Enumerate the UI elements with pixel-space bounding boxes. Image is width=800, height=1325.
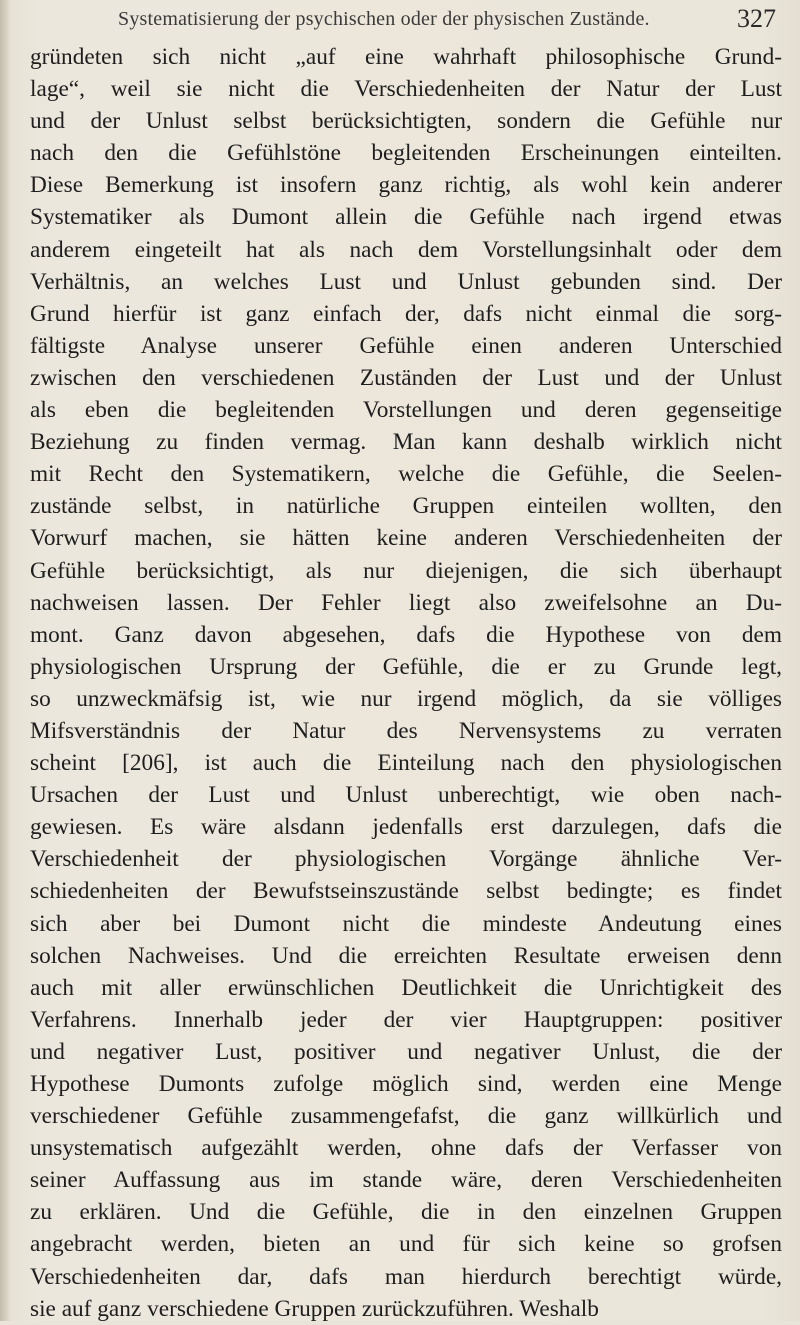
text-line: Mifsverständnis der Natur des Nervensystems zu verraten (30, 717, 782, 744)
text-line: zwischen den verschiedenen Zuständen der Lust und der Unlust (30, 364, 782, 391)
text-line: sie auf ganz verschiedene Gruppen zurückzuführen. Weshalb (30, 1295, 599, 1322)
spine-shadow (0, 0, 10, 1321)
text-line: verschiedener Gefühle zusammengefafst, die ganz willkürlich und (30, 1103, 782, 1130)
body-text (30, 41, 782, 1325)
text-line: scheint [206], ist auch die Einteilung nach den physiologischen (30, 750, 782, 777)
text-line: Verfahrens. Innerhalb jeder der vier Hauptgruppen: positiver (30, 1006, 782, 1033)
text-line: mont. Ganz davon abgesehen, dafs die Hypothese von dem (30, 621, 782, 648)
text-line: Hypothese Dumonts zufolge möglich sind, werden eine Menge (30, 1071, 782, 1097)
text-line: physiologischen Ursprung der Gefühle, die er zu Grunde legt, (30, 653, 782, 680)
text-line: nachweisen lassen. Der Fehler liegt also zweifelsohne an Du- (30, 589, 782, 616)
text-line: Systematiker als Dumont allein die Gefühle nach irgend etwas (30, 204, 782, 231)
text-line: Grund hierfür ist ganz einfach der, dafs nicht einmal die sorg- (30, 300, 782, 327)
text-line: solchen Nachweises. Und die erreichten Resultate erweisen denn (30, 942, 782, 969)
text-line: und der Unlust selbst berücksichtigten, sondern die Gefühle nur (30, 108, 782, 135)
text-line: zu erklären. Und die Gefühle, die in den einzelnen Gruppen (30, 1199, 782, 1226)
text-line: gründeten sich nicht „auf eine wahrhaft philosophische Grund- (30, 44, 782, 70)
text-line: gewiesen. Es wäre alsdann jedenfalls erst darzulegen, dafs die (30, 814, 782, 841)
text-line: sich aber bei Dumont nicht die mindeste Andeutung eines (30, 910, 782, 937)
text-line: als eben die begleitenden Vorstellungen und deren gegenseitige (30, 397, 782, 424)
text-line: unsystematisch aufgezählt werden, ohne dafs der Verfasser von (30, 1135, 782, 1162)
text-line: Verschiedenheit der physiologischen Vorgänge ähnliche Ver- (30, 846, 782, 873)
text-line: Diese Bemerkung ist insofern ganz richtig, als wohl kein anderer (30, 172, 782, 199)
running-head: Systematisierung der psychischen oder der physischen Zustände. (118, 8, 650, 30)
text-line: mit Recht den Systematikern, welche die Gefühle, die Seelen- (30, 461, 782, 488)
text-line: angebracht werden, bieten an und für sich keine so grofsen (30, 1231, 782, 1258)
text-line: auch mit aller erwünschlichen Deutlichkeit die Unrichtigkeit des (30, 974, 782, 1001)
page-number: 327 (737, 4, 776, 33)
text-line: Gefühle berücksichtigt, als nur diejenigen, die sich überhaupt (30, 557, 782, 584)
text-line: nach den die Gefühlstöne begleitenden Erscheinungen einteilten. (30, 140, 782, 167)
text-line: Beziehung zu finden vermag. Man kann deshalb wirklich nicht (30, 429, 782, 456)
text-line: Ursachen der Lust und Unlust unberechtigt, wie oben nach- (30, 782, 782, 809)
text-line: Verschiedenheiten dar, dafs man hierdurch berechtigt würde, (30, 1263, 782, 1290)
text-line: seiner Auffassung aus im stande wäre, deren Verschiedenheiten (30, 1167, 782, 1194)
text-line: schiedenheiten der Bewufstseinszustände selbst bedingte; es findet (30, 878, 782, 905)
text-line: und negativer Lust, positiver und negativer Unlust, die der (30, 1038, 782, 1065)
text-line: zustände selbst, in natürliche Gruppen einteilen wollten, den (30, 493, 782, 520)
text-line: fältigste Analyse unserer Gefühle einen anderen Unterschied (30, 332, 782, 359)
text-line: Verhältnis, an welches Lust und Unlust gebunden sind. Der (30, 268, 782, 295)
text-line: so unzweckmäfsig ist, wie nur irgend möglich, da sie völliges (30, 685, 782, 712)
text-line: Vorwurf machen, sie hätten keine anderen Verschiedenheiten der (30, 525, 782, 552)
text-line: anderem eingeteilt hat als nach dem Vorstellungsinhalt oder dem (30, 236, 782, 263)
text-line: lage“, weil sie nicht die Verschiedenheiten der Natur der Lust (30, 76, 782, 103)
